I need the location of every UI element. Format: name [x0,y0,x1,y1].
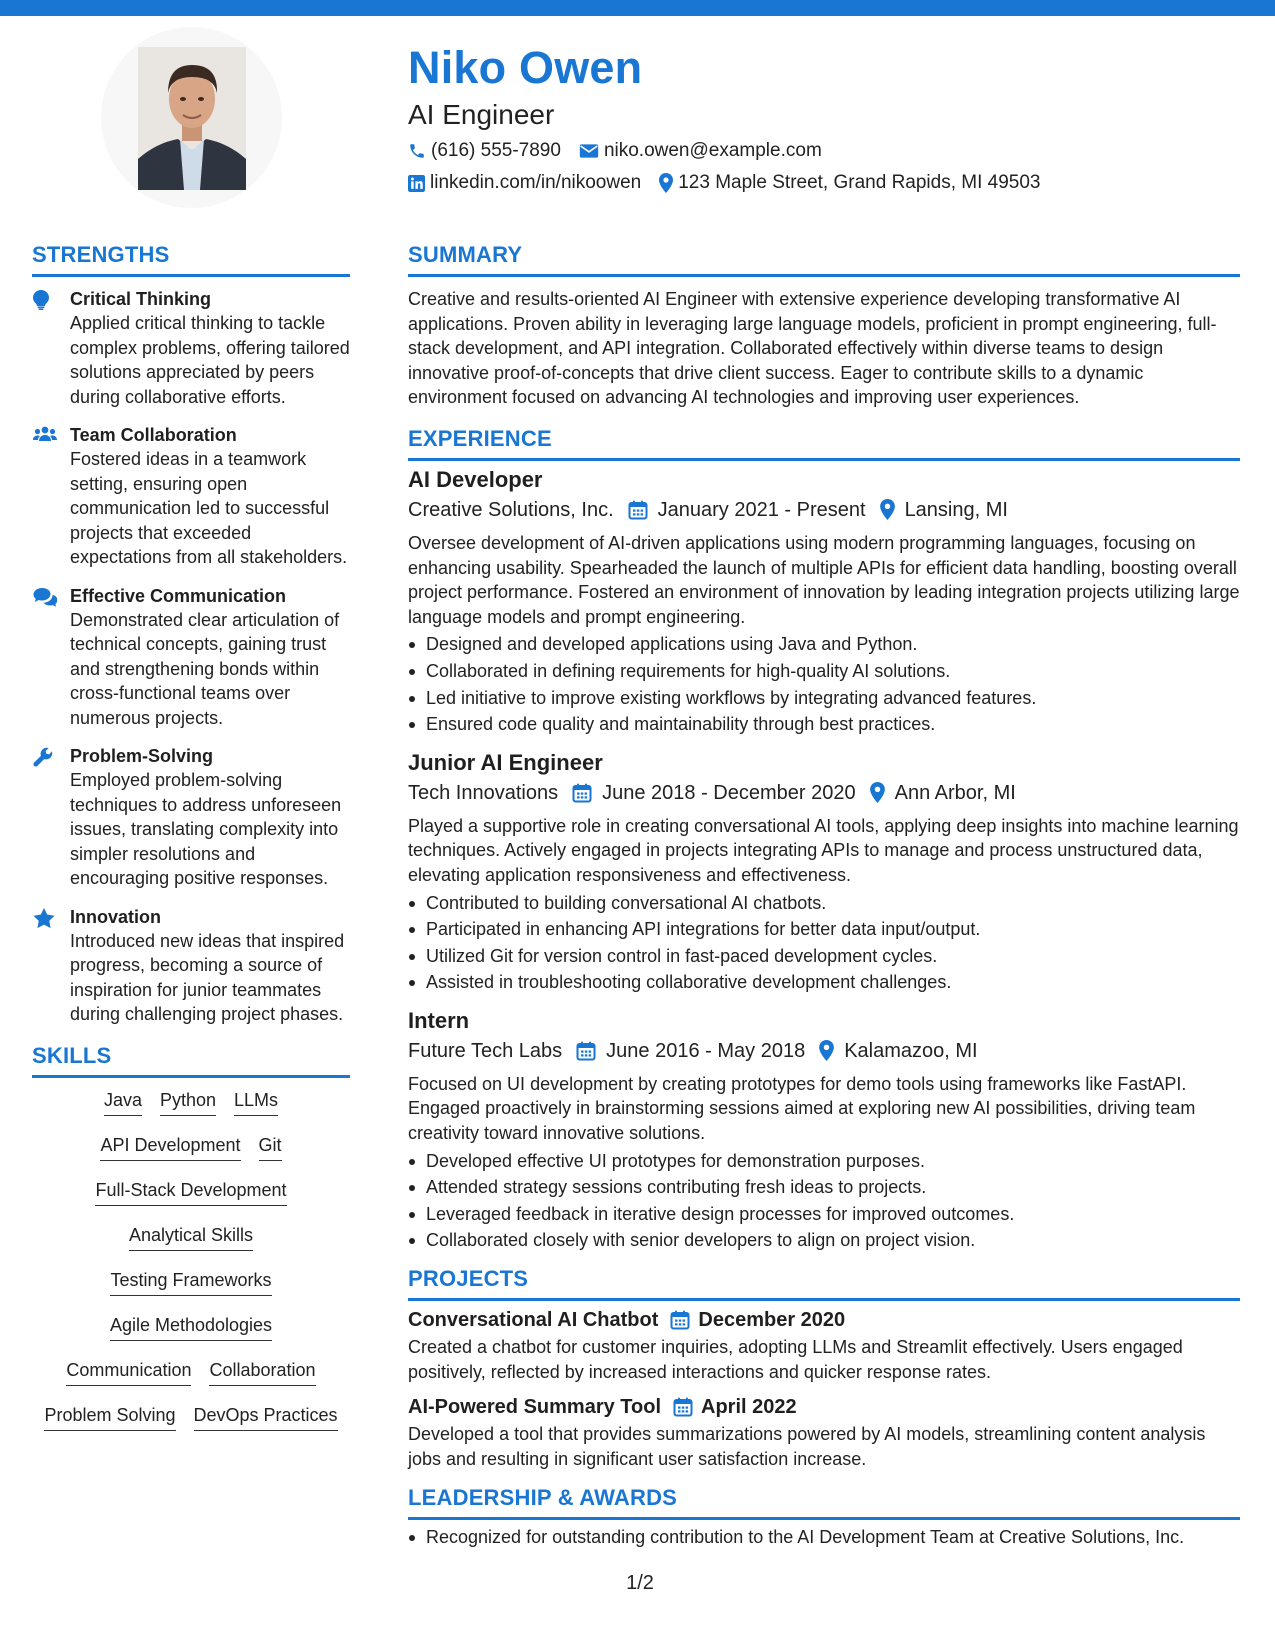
calendar-icon [576,1041,596,1061]
map-pin-icon [659,173,673,193]
contact-row-1 [408,138,1228,164]
project-date: April 2022 [701,1396,797,1419]
map-pin-icon [880,499,895,520]
strength-description: Introduced new ideas that inspired progress, becoming a source of inspiration for junior teammates during challenging project phases. [70,930,345,1024]
list-item: Led initiative to improve existing workflows by integrating advanced features. [408,685,1240,712]
strength-item [32,423,350,570]
skill-row [32,1313,350,1358]
section-divider [408,274,1240,277]
skill-row [32,1403,350,1448]
linkedin-icon [408,175,425,192]
job-title: Junior AI Engineer [408,749,603,775]
candidate-title: AI Engineer [408,99,555,130]
skill-tag: Python [160,1088,216,1116]
leadership-list [408,1524,1240,1551]
calendar-icon [673,1397,693,1417]
leadership-heading: LEADERSHIP & AWARDS [408,1485,678,1511]
job-dates-text: June 2016 - May 2018 [606,1039,806,1062]
project-title: Conversational AI Chatbot [408,1309,659,1332]
list-item: Collaborated in defining requirements for high-quality AI solutions. [408,658,1240,685]
profile-photo [101,27,282,208]
list-item: Assisted in troubleshooting collaborative development challenges. [408,969,1240,996]
strength-item [32,744,350,891]
project-title: AI-Powered Summary Tool [408,1396,662,1419]
skill-tag: Full-Stack Development [95,1178,286,1206]
job-location-text: Ann Arbor, MI [894,781,1016,804]
linkedin-contact[interactable] [408,172,641,194]
contact-row-2 [408,170,1228,196]
project-date: December 2020 [698,1309,846,1332]
strength-description: Fostered ideas in a teamwork setting, ensuring open communication led to successful projects that exceeded expectations from all stakeholders. [70,449,348,567]
strength-title: Problem-Solving [70,746,214,766]
skill-tag: Problem Solving [44,1403,175,1431]
address-text: 123 Maple Street, Grand Rapids, MI 49503 [678,172,1041,193]
candidate-name: Niko Owen [408,42,643,93]
skills-list [32,1088,350,1448]
project-description: Developed a tool that provides summarizations powered by AI models, streamlining content analysis jobs and resulting in significant user satisfaction increase. [408,1424,1206,1469]
skill-tag: Analytical Skills [129,1223,253,1251]
job-description: Oversee development of AI-driven applications using modern programming languages, focusing on enhancing usability. Spearheaded the launch of multiple APIs for efficient data handling, boosting overall project performance. Fostered an environment of innovation by leading integration projects utilizing large language models and prompt engineering. [408,532,1240,627]
list-item: Ensured code quality and maintainability through best practices. [408,711,1240,738]
job-meta [408,495,1240,525]
skill-tag: LLMs [234,1088,278,1116]
experience-heading: EXPERIENCE [408,425,552,451]
job-location [870,778,1016,808]
users-icon [32,423,70,570]
map-pin-icon [870,782,885,803]
strength-title: Effective Communication [70,585,287,606]
top-accent-bar [0,0,1275,16]
project-entry [408,1305,1240,1384]
email-icon [579,143,599,159]
section-divider [408,458,1240,461]
job-title: Intern [408,1007,470,1033]
calendar-icon [572,783,592,803]
skill-row [32,1088,350,1133]
phone-contact[interactable] [408,140,561,162]
right-column [408,240,1240,1561]
project-description: Created a chatbot for customer inquiries, adopting LLMs and Streamlit effectively. Users engaged positively, reflected by increased interactions and quicker response rates. [408,1337,1183,1382]
skill-tag: DevOps Practices [194,1403,338,1431]
job-location-text: Kalamazoo, MI [844,1039,978,1062]
calendar-icon [670,1310,690,1330]
strengths-heading: STRENGTHS [32,242,170,267]
job-location [880,495,1008,525]
resume-header [408,40,1228,196]
list-item: Contributed to building conversational AI chatbots. [408,890,1240,917]
linkedin-text: linkedin.com/in/nikoowen [430,172,642,193]
phone-text: (616) 555-7890 [431,140,561,161]
job-location [819,1036,977,1066]
strength-description: Employed problem-solving techniques to address unforeseen issues, translating complexity into simpler resolutions and encouraging positive responses. [70,770,342,888]
skill-tag: Communication [66,1358,191,1386]
project-entry [408,1392,1240,1471]
list-item: Collaborated closely with senior developers to align on project vision. [408,1227,1240,1254]
job-entry [408,1006,1240,1254]
star-icon [32,905,70,1027]
job-dates-text: January 2021 - Present [657,498,866,521]
experience-list [408,465,1240,1254]
summary-text: Creative and results-oriented AI Engineer with extensive experience developing transformative AI applications. Proven ability in leveraging large language models, proficient in prompt engineering, full-stack development, and API integration. Collaborated effectively within diverse teams to design innovative proof-of-concepts that drive client success. Eager to contribute skills to a dynamic environment focused on advancing AI technologies and improving user experiences. [408,289,1217,408]
section-divider [32,274,350,277]
section-divider [408,1298,1240,1301]
skill-tag: Agile Methodologies [110,1313,272,1341]
list-item: Recognized for outstanding contribution to the AI Development Team at Creative Solutions, Inc. [408,1524,1240,1551]
comments-icon [32,584,70,731]
strength-description: Applied critical thinking to tackle complex problems, offering tailored solutions appreciated by peers during collaborative efforts. [70,313,350,407]
left-column [32,240,350,1448]
job-entry [408,748,1240,996]
skill-row [32,1358,350,1403]
job-company: Tech Innovations [408,781,559,804]
phone-icon [408,142,426,160]
job-company: Creative Solutions, Inc. [408,498,614,521]
strength-item [32,584,350,731]
list-item: Developed effective UI prototypes for demonstration purposes. [408,1148,1240,1175]
calendar-icon [628,500,648,520]
lightbulb-icon [32,287,70,409]
skill-row [32,1268,350,1313]
map-pin-icon [819,1040,834,1061]
strength-item [32,287,350,409]
job-description: Focused on UI development by creating prototypes for demo tools using frameworks like FastAPI. Engaged proactively in brainstorming sessions aimed at exploring new AI possibilities, driving team creativity toward innovative solutions. [408,1073,1196,1144]
skill-row [32,1133,350,1178]
strength-title: Team Collaboration [70,425,237,445]
email-text: niko.owen@example.com [603,140,822,161]
strength-title: Critical Thinking [70,289,212,309]
skill-row [32,1178,350,1223]
skill-tag: Git [259,1133,282,1161]
projects-list [408,1305,1240,1471]
job-dates-text: June 2018 - December 2020 [602,781,856,804]
list-item: Participated in enhancing API integrations for better data input/output. [408,916,1240,943]
strength-item [32,905,350,1027]
job-meta [408,1036,1240,1066]
project-header [408,1305,1240,1335]
skill-row [32,1223,350,1268]
skill-tag: API Development [100,1133,240,1161]
job-company: Future Tech Labs [408,1039,563,1062]
skill-tag: Java [104,1088,142,1116]
job-title: AI Developer [408,466,543,492]
job-bullets [408,631,1240,737]
job-dates [572,778,856,808]
job-location-text: Lansing, MI [904,498,1008,521]
skill-tag: Collaboration [209,1358,315,1386]
job-entry [408,465,1240,738]
job-bullets [408,890,1240,996]
job-dates [628,495,866,525]
job-meta [408,778,1240,808]
section-divider [408,1517,1240,1520]
skill-tag: Testing Frameworks [110,1268,271,1296]
list-item: Attended strategy sessions contributing fresh ideas to projects. [408,1174,1240,1201]
email-contact[interactable] [579,140,822,162]
projects-heading: PROJECTS [408,1266,529,1292]
list-item: Designed and developed applications using Java and Python. [408,631,1240,658]
job-description: Played a supportive role in creating conversational AI tools, applying deep insights into machine learning techniques. Actively engaged in projects integrating APIs to manage and process unstructured data, elevating application responsiveness and effectiveness. [408,815,1239,885]
strength-description: Demonstrated clear articulation of technical concepts, gaining trust and strengthening bonds within cross-functional teams over numerous projects. [70,609,340,728]
avatar [138,47,246,190]
skills-heading: SKILLS [32,1042,112,1068]
address-contact [659,172,1040,194]
project-header [408,1392,1240,1422]
section-divider [32,1075,350,1078]
strength-title: Innovation [70,906,161,927]
job-dates [576,1036,805,1066]
list-item: Utilized Git for version control in fast-paced development cycles. [408,943,1240,970]
list-item: Leveraged feedback in iterative design processes for improved outcomes. [408,1201,1240,1228]
page-number: 1/2 [626,1572,654,1594]
job-bullets [408,1148,1240,1254]
wrench-icon [32,744,70,891]
summary-heading: SUMMARY [408,242,523,267]
